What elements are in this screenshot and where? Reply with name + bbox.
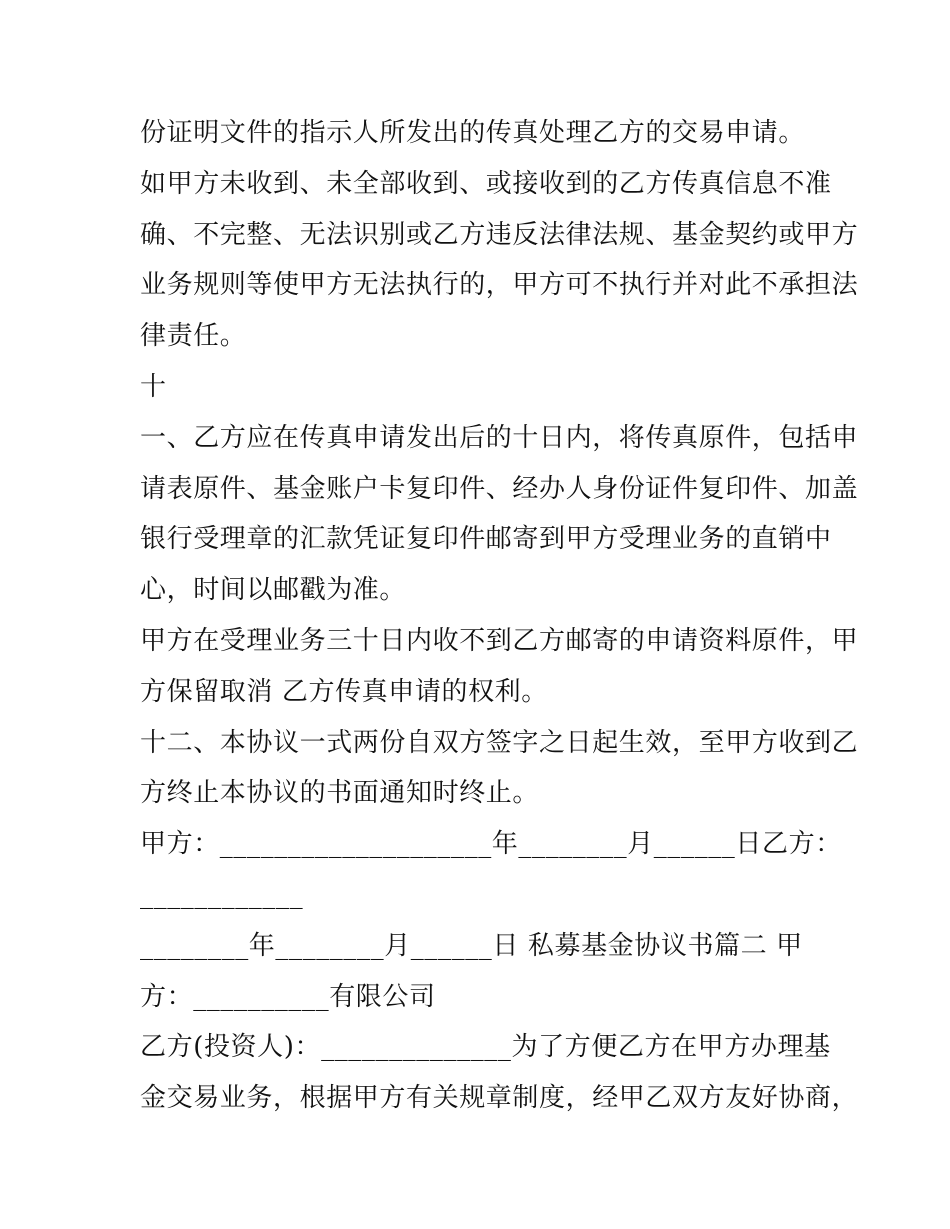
signature-line: ____________ xyxy=(140,879,304,910)
text-line: 方保留取消 乙方传真申请的权利。 xyxy=(140,676,548,707)
text-line: 律责任。 xyxy=(140,321,247,352)
text-line: 十 xyxy=(140,371,167,402)
document-body xyxy=(140,108,859,1124)
text-line: 甲方在受理业务三十日内收不到乙方邮寄的申请资料原件，甲 xyxy=(140,625,859,656)
text-line: 如甲方未收到、未全部收到、或接收到的乙方传真信息不准 xyxy=(140,168,832,199)
text-line: 十二、本协议一式两份自双方签字之日起生效，至甲方收到乙 xyxy=(140,727,859,758)
signature-line: 甲方：____________________年________月______日乙方： xyxy=(140,829,842,860)
date-line: ________年________月______日 私募基金协议书篇二 甲 xyxy=(140,930,803,961)
party-b-line: 乙方(投资人)：______________为了方便乙方在甲方办理基 xyxy=(140,1032,831,1063)
text-line: 确、不完整、无法识别或乙方违反法律法规、基金契约或甲方 xyxy=(140,219,859,250)
party-a-line: 方：__________有限公司 xyxy=(140,981,436,1012)
text-line: 份证明文件的指示人所发出的传真处理乙方的交易申请。 xyxy=(140,118,806,148)
text-line: 方终止本协议的书面通知时终止。 xyxy=(140,778,540,809)
text-line: 业务规则等使甲方无法执行的，甲方可不执行并对此不承担法 xyxy=(140,270,859,301)
text-line: 银行受理章的汇款凭证复印件邮寄到甲方受理业务的直销中 xyxy=(140,524,832,555)
text-line: 一、乙方应在传真申请发出后的十日内，将传真原件，包括申 xyxy=(140,422,859,453)
text-line: 金交易业务，根据甲方有关规章制度，经甲乙双方友好协商， xyxy=(140,1083,859,1114)
text-line: 心，时间以邮戳为准。 xyxy=(140,575,407,606)
text-line: 请表原件、基金账户卡复印件、经办人身份证件复印件、加盖 xyxy=(140,473,859,504)
